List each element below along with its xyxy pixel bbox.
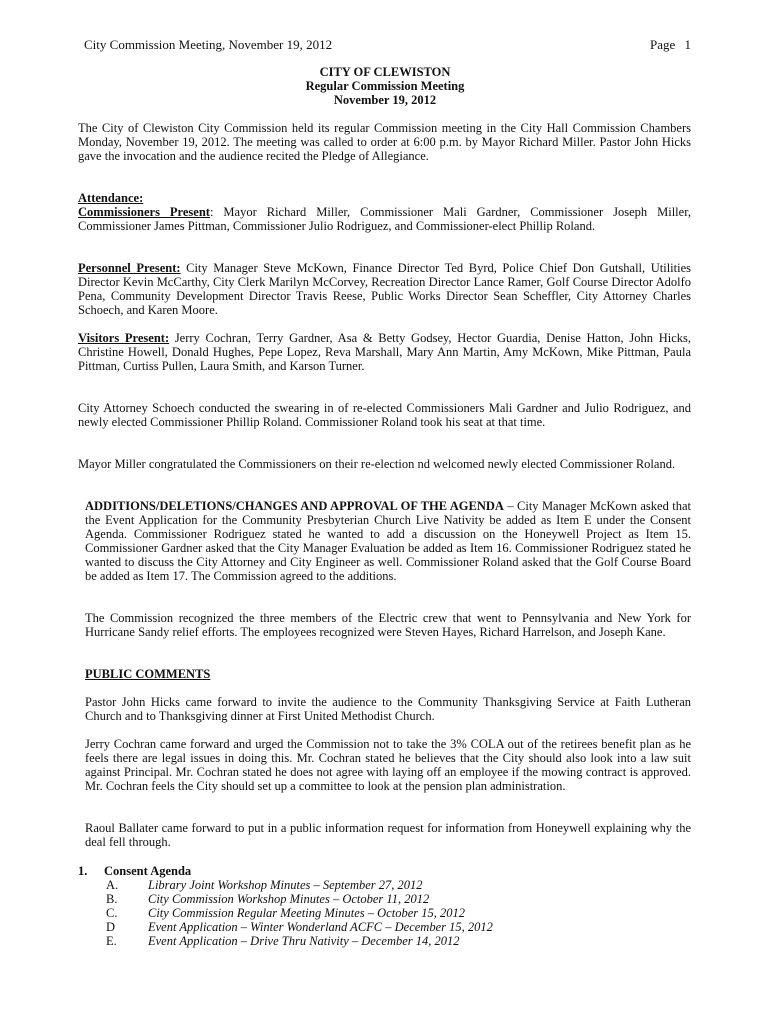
consent-number: 1. xyxy=(78,864,88,878)
title-meeting-type: Regular Commission Meeting xyxy=(305,79,465,93)
personnel-present xyxy=(78,261,691,317)
public-comments-heading: PUBLIC COMMENTS xyxy=(85,667,211,681)
commissioners-list: : Mayor Richard Miller, Commissioner Mali Gardner, Commissioner Joseph Miller, Commissioner James Pittman, Commissioner Julio Rodriguez, and Commissioner-elect Phillip Roland. xyxy=(78,205,691,233)
item-text: Event Application – Winter Wonderland ACFC – December 15, 2012 xyxy=(148,920,493,934)
item-letter: D xyxy=(106,920,116,934)
item-text: Event Application – Drive Thru Nativity – December 14, 2012 xyxy=(148,934,460,948)
attendance-heading: Attendance: xyxy=(78,191,144,205)
intro-paragraph: The City of Clewiston City Commission held its regular Commission meeting in the City Hall Commission Chambers Monday, November 19, 2012. The meeting was called to order at 6:00 p.m. by Mayor Richard Miller. Pastor John Hicks gave the invocation and the audience recited the Pledge of Allegiance. xyxy=(78,121,691,163)
document-title xyxy=(0,65,770,107)
commissioners-label: Commissioners Present xyxy=(78,205,210,219)
attendance-section xyxy=(78,191,691,233)
visitors-list: Jerry Cochran, Terry Gardner, Asa & Betty Godsey, Hector Guardia, Denise Hatton, John Hicks, Christine Howell, Donald Hughes, Pepe Lopez, Reva Marshall, Mary Ann Martin, Amy McKown, Mike Pittman, Paula Pittman, Curtiss Pullen, Laura Smith, and Karson Turner. xyxy=(78,331,691,373)
visitors-label: Visitors Present: xyxy=(78,331,170,345)
agenda-heading: ADDITIONS/DELETIONS/CHANGES AND APPROVAL OF THE AGENDA xyxy=(85,499,504,513)
item-letter: E. xyxy=(106,934,117,948)
item-text: Library Joint Workshop Minutes – September 27, 2012 xyxy=(148,878,423,892)
public-comment-hicks: Pastor John Hicks came forward to invite the audience to the Community Thanksgiving Service at Faith Lutheran Church and to Thanksgiving dinner at First United Methodist Church. xyxy=(85,695,691,723)
visitors-present xyxy=(78,331,691,373)
agenda-changes-paragraph xyxy=(85,499,691,583)
commissioners-present xyxy=(78,205,691,233)
list-item xyxy=(78,906,691,920)
item-text: City Commission Regular Meeting Minutes – October 15, 2012 xyxy=(148,906,465,920)
swearing-in-paragraph: City Attorney Schoech conducted the swearing in of re-elected Commissioners Mali Gardner and Julio Rodriguez, and newly elected Commissioner Phillip Roland. Commissioner Roland took his seat at that time. xyxy=(78,401,691,429)
list-item xyxy=(78,878,691,892)
consent-heading xyxy=(78,864,691,878)
consent-agenda xyxy=(78,864,691,948)
electric-crew-recognition: The Commission recognized the three members of the Electric crew that went to Pennsylvania and New York for Hurricane Sandy relief efforts. The employees recognized were Steven Hayes, Richard Harrelson, and Joseph Kane. xyxy=(85,611,691,639)
personnel-label: Personnel Present: xyxy=(78,261,181,275)
title-city: CITY OF CLEWISTON xyxy=(319,65,451,79)
personnel-list: City Manager Steve McKown, Finance Director Ted Byrd, Police Chief Don Gutshall, Utilities Director Kevin McCarthy, City Clerk Marilyn McCorvey, Recreation Director Lance Ramer, Golf Course Director Adolfo Pena, Community Development Director Travis Reese, Public Works Director Sean Scheffler, City Attorney Charles Schoech, and Karen Moore. xyxy=(78,261,692,317)
public-comment-cochran: Jerry Cochran came forward and urged the Commission not to take the 3% COLA out of the retirees benefit plan as he feels there are legal issues in doing this. Mr. Cochran stated he believes that the City should also look into a law suit against Principal. Mr. Cochran stated he does not agree with laying off an employee if the mowing contract is approved. Mr. Cochran feels the City should set up a committee to look at the pension plan administration. xyxy=(85,737,691,793)
agenda-text: – City Manager McKown asked that the Event Application for the Community Presbyterian Church Live Nativity be added as Item E under the Consent Agenda. Commissioner Rodriguez stated he wanted to add a discussion on the Honeywell Project as Item 15. Commissioner Gardner asked that the City Manager Evaluation be added as Item 16. Commissioner Rodriguez stated he wanted to discuss the City Attorney and City Engineer as well. Commissioner Roland asked that the Golf Course Board be added as Item 17. The Commission agreed to the additions. xyxy=(85,499,691,583)
congratulations-paragraph: Mayor Miller congratulated the Commissioners on their re-election nd welcomed newly elected Commissioner Roland. xyxy=(78,457,676,471)
consent-title: Consent Agenda xyxy=(104,864,192,878)
item-letter: C. xyxy=(106,906,118,920)
item-letter: B. xyxy=(106,892,118,906)
item-letter: A. xyxy=(106,878,119,892)
item-text: City Commission Workshop Minutes – October 11, 2012 xyxy=(148,892,430,906)
public-comment-ballater: Raoul Ballater came forward to put in a public information request for information from Honeywell explaining why the deal fell through. xyxy=(85,821,691,849)
header-meeting-title: City Commission Meeting, November 19, 2012 xyxy=(84,37,333,52)
header-page-number: Page 1 xyxy=(649,37,691,52)
list-item xyxy=(78,934,691,948)
list-item xyxy=(78,892,691,906)
title-date: November 19, 2012 xyxy=(333,93,437,107)
list-item xyxy=(78,920,691,934)
